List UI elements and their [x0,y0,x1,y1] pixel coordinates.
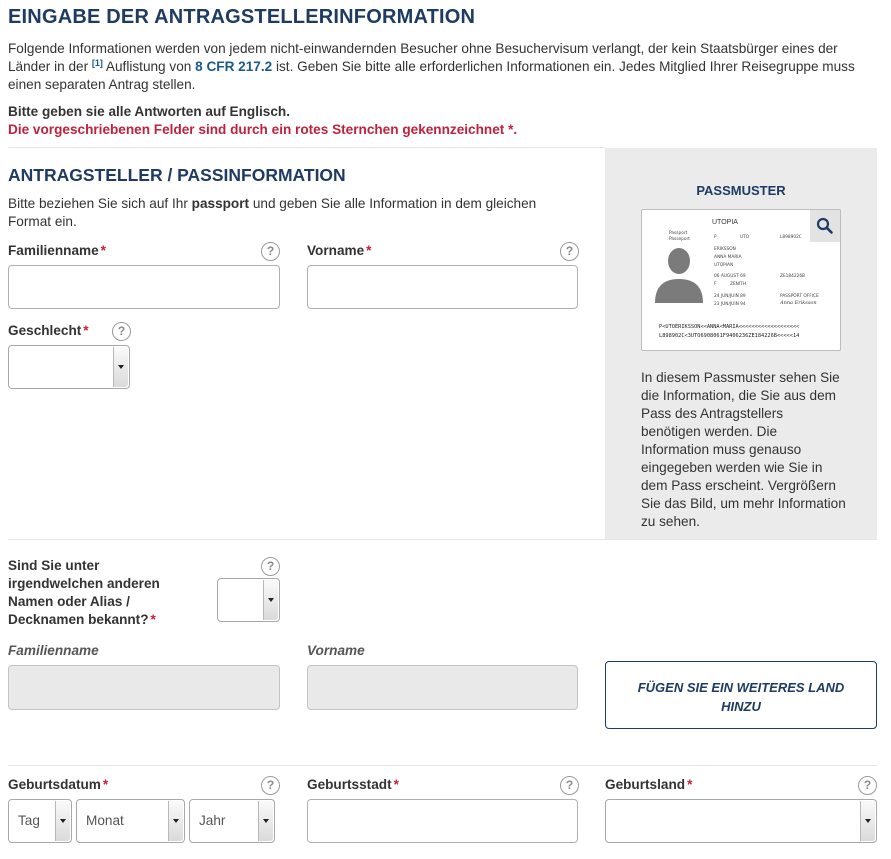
required-note-period: . [513,122,518,137]
help-icon[interactable]: ? [261,242,280,261]
help-icon[interactable]: ? [560,776,579,795]
birth-date-label [8,777,108,792]
chevron-down-icon [263,580,278,620]
divider [8,539,877,540]
required-star: * [393,777,399,792]
chevron-down-icon [860,801,875,841]
magnifier-icon [810,210,840,242]
help-icon[interactable]: ? [858,776,877,795]
passport-issue: 24 JUN/JUIN 89 [714,294,746,299]
alias-question-label [8,557,160,629]
family-name-label [8,243,106,258]
required-star: * [150,612,156,627]
passport-signature: Anna Eriksson [780,300,817,306]
gender-label-text: Geschlecht [8,323,82,338]
divider [8,765,877,766]
passport-surname: ERIKSSON [714,247,736,252]
intro-part2: Auflistung von [105,59,192,74]
cfr-link[interactable]: 8 CFR 217.2 [195,59,273,74]
add-country-button-line1: FÜGEN SIE EIN WEITERES LAND [637,680,845,695]
help-icon[interactable]: ? [112,322,131,341]
passport-given: ANNA MARIA [714,255,742,260]
birth-city-label-text: Geburtsstadt [307,777,392,792]
alias-family-name-label: Familienname [8,643,99,658]
birth-date-label-text: Geburtsdatum [8,777,101,792]
intro-part1: Folgende Informationen werden von jedem nicht-einwandernden Besucher ohne Besuchervisum verlangt, der kein Staatsbürger eines der Länder in der [8,41,838,74]
family-name-label-text: Familienname [8,243,99,258]
passport-sample-image[interactable] [641,209,841,351]
required-star: * [687,777,693,792]
chevron-down-icon [113,347,128,387]
gender-label [8,323,89,338]
help-icon[interactable]: ? [261,557,280,576]
intro-part3: ist. Geben Sie bitte alle erforderlichen Informationen ein. Jedes Mitglied Ihrer Reisegruppe muss einen separaten Antrag stellen. [8,59,855,92]
family-name-input[interactable] [8,265,280,309]
passport-sample-description: In diesem Passmuster sehen Sie die Information, die Sie aus dem Pass des Antragstellers benötigen werden. Die Information muss genauso eingegeben werden wie Sie in dem Pass erscheint. Vergrößern Sie das Bild, um mehr Information zu sehen. [641,370,846,529]
birth-day-select[interactable] [8,799,72,843]
alias-family-name-input [8,665,280,710]
instruction-part2: und geben Sie alle Information in dem gleichen Format ein. [8,196,537,229]
birth-country-label [605,777,692,792]
passport-authority: PASSPORT OFFICE [780,294,819,299]
passport-country: UTOPIA [712,219,738,226]
required-note-text: Die vorgeschriebenen Felder sind durch ein rotes Sternchen gekennzeichnet [8,122,505,137]
passport-sex: F [714,282,717,287]
passport-doc-label: Passport [669,231,688,236]
page-title: EINGABE DER ANTRAGSTELLERINFORMATION [8,6,476,28]
footnote-link[interactable]: [1] [91,58,103,68]
alias-question-line4: Decknamen bekannt? [8,612,149,627]
help-icon[interactable]: ? [261,776,280,795]
passport-place: ZENITH [730,282,746,287]
chevron-down-icon [258,801,273,841]
alias-first-name-input [307,665,578,710]
required-star: * [83,323,89,338]
section-title: ANTRAGSTELLER / PASSINFORMATION [8,165,346,185]
english-note: Bitte geben sie alle Antworten auf Englisch. [8,104,290,119]
intro-text [8,40,878,94]
birth-month-value: Monat [86,813,124,828]
first-name-label-text: Vorname [307,243,365,258]
required-note [8,122,517,137]
zoom-button[interactable] [810,210,840,242]
birth-city-label [307,777,399,792]
divider [8,147,605,148]
passport-mrz-line2: L898902C<3UTO6908061F9406236ZE184226B<<<<<14 [659,333,800,339]
passport-personal-no: ZE184226B [780,274,806,279]
passport-number: L898902C [780,235,802,240]
section-instruction [8,195,568,231]
birth-year-select[interactable] [189,799,275,843]
passport-dob: 06 AUGUST 69 [714,274,746,279]
passport-sample-title: PASSMUSTER [696,183,786,198]
birth-year-value: Jahr [199,813,226,828]
birth-country-label-text: Geburtsland [605,777,686,792]
chevron-down-icon [55,801,70,841]
add-country-button-line2: HINZU [721,699,761,714]
alias-question-line2: irgendwelchen anderen [8,576,160,591]
passport-code: UTO [740,235,750,240]
birth-city-input[interactable] [307,799,578,843]
passport-doc-label-fr: Passeport [669,237,690,242]
passport-nationality: UTOPIAN [714,263,734,268]
birth-country-select[interactable] [605,799,877,843]
required-star: * [100,243,106,258]
instruction-bold: passport [191,196,250,211]
required-star: * [102,777,109,792]
first-name-label [307,243,371,258]
birth-day-value: Tag [18,813,40,828]
passport-mrz-line1: P<UTOERIKSSON<<ANNA<MARIA<<<<<<<<<<<<<<<<<<< [659,324,800,330]
birth-month-select[interactable] [76,799,185,843]
required-note-star: * [508,122,514,137]
passport-expiry: 23 JUN/JUIN 94 [714,302,746,307]
alias-select[interactable] [217,578,280,622]
passport-photo-silhouette [652,243,706,303]
alias-first-name-label: Vorname [307,643,365,658]
first-name-input[interactable] [307,265,578,309]
alias-question-line3: Namen oder Alias / [8,594,130,609]
instruction-part1: Bitte beziehen Sie sich auf Ihr [8,196,188,211]
help-icon[interactable]: ? [560,242,579,261]
passport-type: P [714,235,717,240]
gender-select[interactable] [8,345,130,389]
chevron-down-icon [168,801,183,841]
required-star: * [366,243,372,258]
add-country-button[interactable] [605,661,877,729]
alias-question-line1: Sind Sie unter [8,558,100,573]
